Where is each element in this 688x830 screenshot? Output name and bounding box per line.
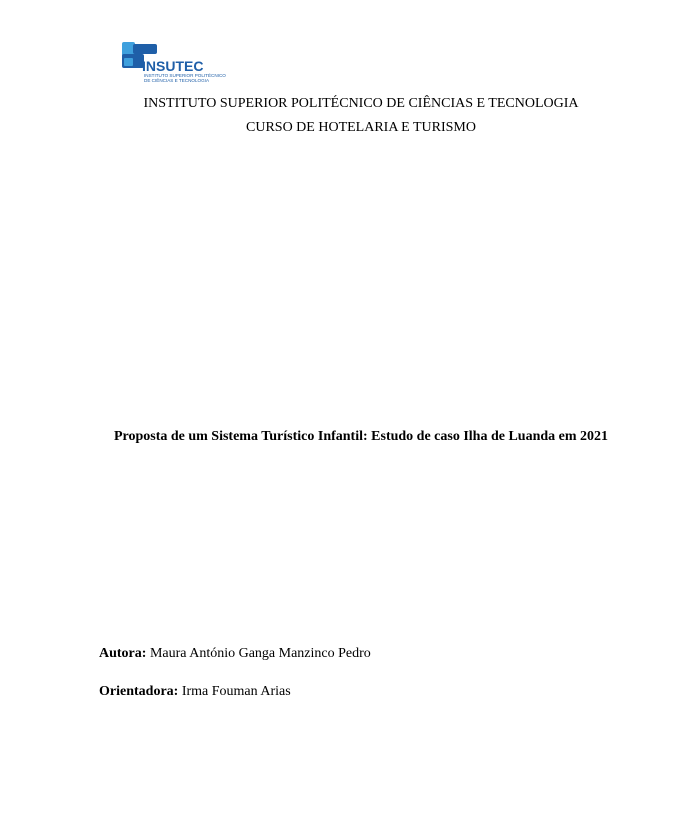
logo-subtitle-line1: INSTITUTO SUPERIOR POLITÉCNICO <box>144 73 226 78</box>
institution-name: INSTITUTO SUPERIOR POLITÉCNICO DE CIÊNCIAS E TECNOLOGIA <box>143 96 579 111</box>
advisor-line <box>99 683 291 701</box>
author-label: Autora: <box>99 646 147 661</box>
advisor-name: Irma Fouman Arias <box>181 684 291 699</box>
insutec-logo-graphic <box>120 40 240 84</box>
author-line <box>99 645 371 663</box>
thesis-title: Proposta de um Sistema Turístico Infantil: Estudo de caso Ilha de Luanda em 2021 <box>113 429 609 444</box>
course-name: CURSO DE HOTELARIA E TURISMO <box>246 120 476 135</box>
logo-wordmark: INSUTEC <box>142 58 204 74</box>
insutec-logo <box>120 40 240 84</box>
logo-subtitle-line2: DE CIÊNCIAS E TECNOLOGIA <box>144 78 210 83</box>
author-name: Maura António Ganga Manzinco Pedro <box>149 646 371 661</box>
advisor-label: Orientadora: <box>99 684 179 699</box>
